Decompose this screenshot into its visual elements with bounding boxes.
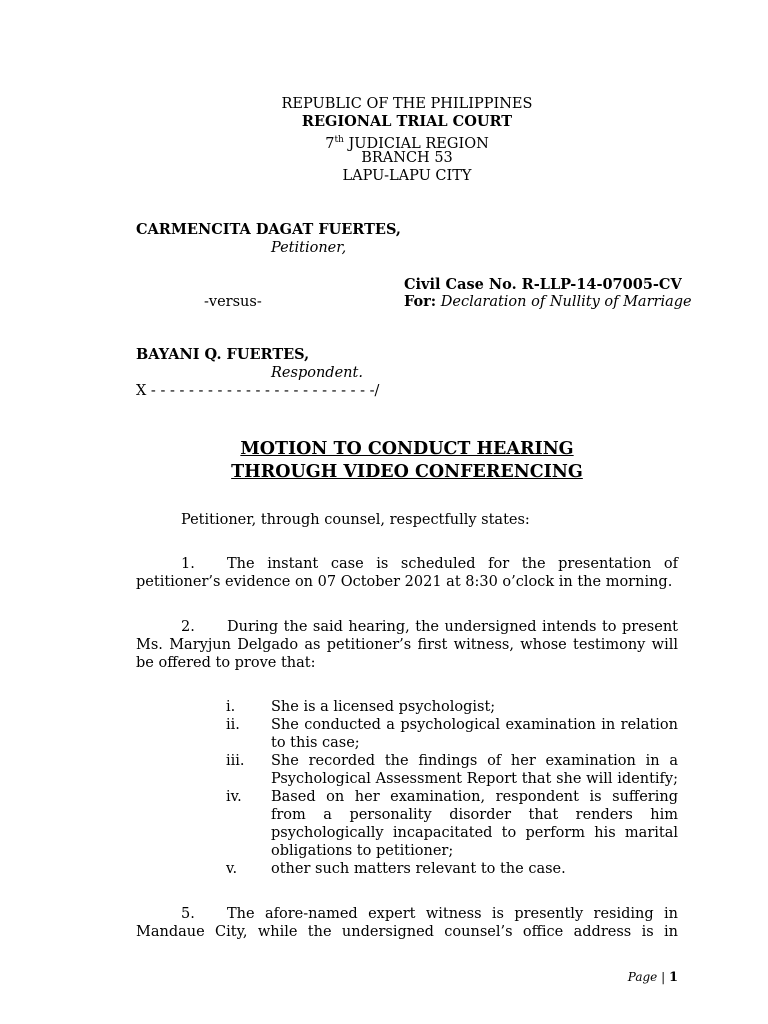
item-iv-number: iv. — [226, 789, 242, 805]
paragraph-2-line-1: During the said hearing, the undersigned intends to present — [227, 619, 678, 635]
page-label: Page — [627, 970, 658, 984]
item-iii-number: iii. — [226, 753, 245, 769]
title-line-2: THROUGH VIDEO CONFERENCING — [231, 462, 583, 482]
paragraph-1-line-1: The instant case is scheduled for the presentation of — [227, 556, 678, 572]
item-iv-line-2: from a personality disorder that renders him — [271, 807, 678, 823]
case-subject — [404, 293, 692, 311]
region-number: 7 — [325, 135, 335, 152]
paragraph-1-line-2: petitioner’s evidence on 07 October 2021 at 8:30 o’clock in the morning. — [136, 574, 673, 590]
title-line-1: MOTION TO CONDUCT HEARING — [240, 439, 574, 459]
item-ii-line-2: to this case; — [271, 735, 360, 751]
paragraph-5-line-2: Mandaue City, while the undersigned counsel’s office address is in — [136, 924, 678, 940]
item-iv-line-4: obligations to petitioner; — [271, 843, 454, 859]
page-separator: | — [657, 970, 669, 984]
for-label: For: — [404, 293, 437, 310]
for-text: Declaration of Nullity of Marriage — [436, 294, 692, 310]
item-iv-line-1: Based on her examination, respondent is suffering — [271, 789, 678, 805]
item-v-line-1: other such matters relevant to the case. — [271, 861, 566, 877]
region-text: JUDICIAL REGION — [343, 135, 489, 152]
item-ii-line-1: She conducted a psychological examination in relation — [271, 717, 678, 733]
paragraph-5-line-1: The afore-named expert witness is presently residing in — [227, 906, 678, 922]
item-v-number: v. — [226, 861, 238, 877]
header-republic: REPUBLIC OF THE PHILIPPINES — [281, 96, 533, 112]
case-number: Civil Case No. R-LLP-14-07005-CV — [404, 276, 682, 293]
respondent-role: Respondent. — [271, 365, 363, 381]
respondent-name: BAYANI Q. FUERTES, — [136, 346, 310, 363]
caption-separator: X - - - - - - - - - - - - - - - - - - - - - - - -/ — [136, 383, 380, 399]
header-city: LAPU-LAPU CITY — [342, 168, 472, 184]
header-branch: BRANCH 53 — [361, 150, 453, 166]
versus: -versus- — [204, 294, 262, 310]
paragraph-5-number: 5. — [181, 906, 195, 922]
item-i-number: i. — [226, 699, 236, 715]
item-ii-number: ii. — [226, 717, 240, 733]
item-i-line-1: She is a licensed psychologist; — [271, 699, 496, 715]
item-iii-line-2: Psychological Assessment Report that she will identify; — [271, 771, 678, 787]
page-footer — [628, 970, 678, 985]
paragraph-2-line-2: Ms. Maryjun Delgado as petitioner’s first witness, whose testimony will — [136, 637, 678, 653]
petitioner-name: CARMENCITA DAGAT FUERTES, — [136, 221, 401, 238]
region-suffix: th — [334, 135, 344, 145]
header-court: REGIONAL TRIAL COURT — [301, 113, 513, 130]
item-iii-line-1: She recorded the findings of her examination in a — [271, 753, 678, 769]
page-number: 1 — [668, 970, 678, 985]
paragraph-2-number: 2. — [181, 619, 195, 635]
paragraph-2-line-3: be offered to prove that: — [136, 655, 316, 671]
intro-paragraph: Petitioner, through counsel, respectfully states: — [181, 512, 530, 528]
paragraph-1-number: 1. — [181, 556, 195, 572]
item-iv-line-3: psychologically incapacitated to perform his marital — [271, 825, 678, 841]
petitioner-role: Petitioner, — [271, 240, 347, 256]
